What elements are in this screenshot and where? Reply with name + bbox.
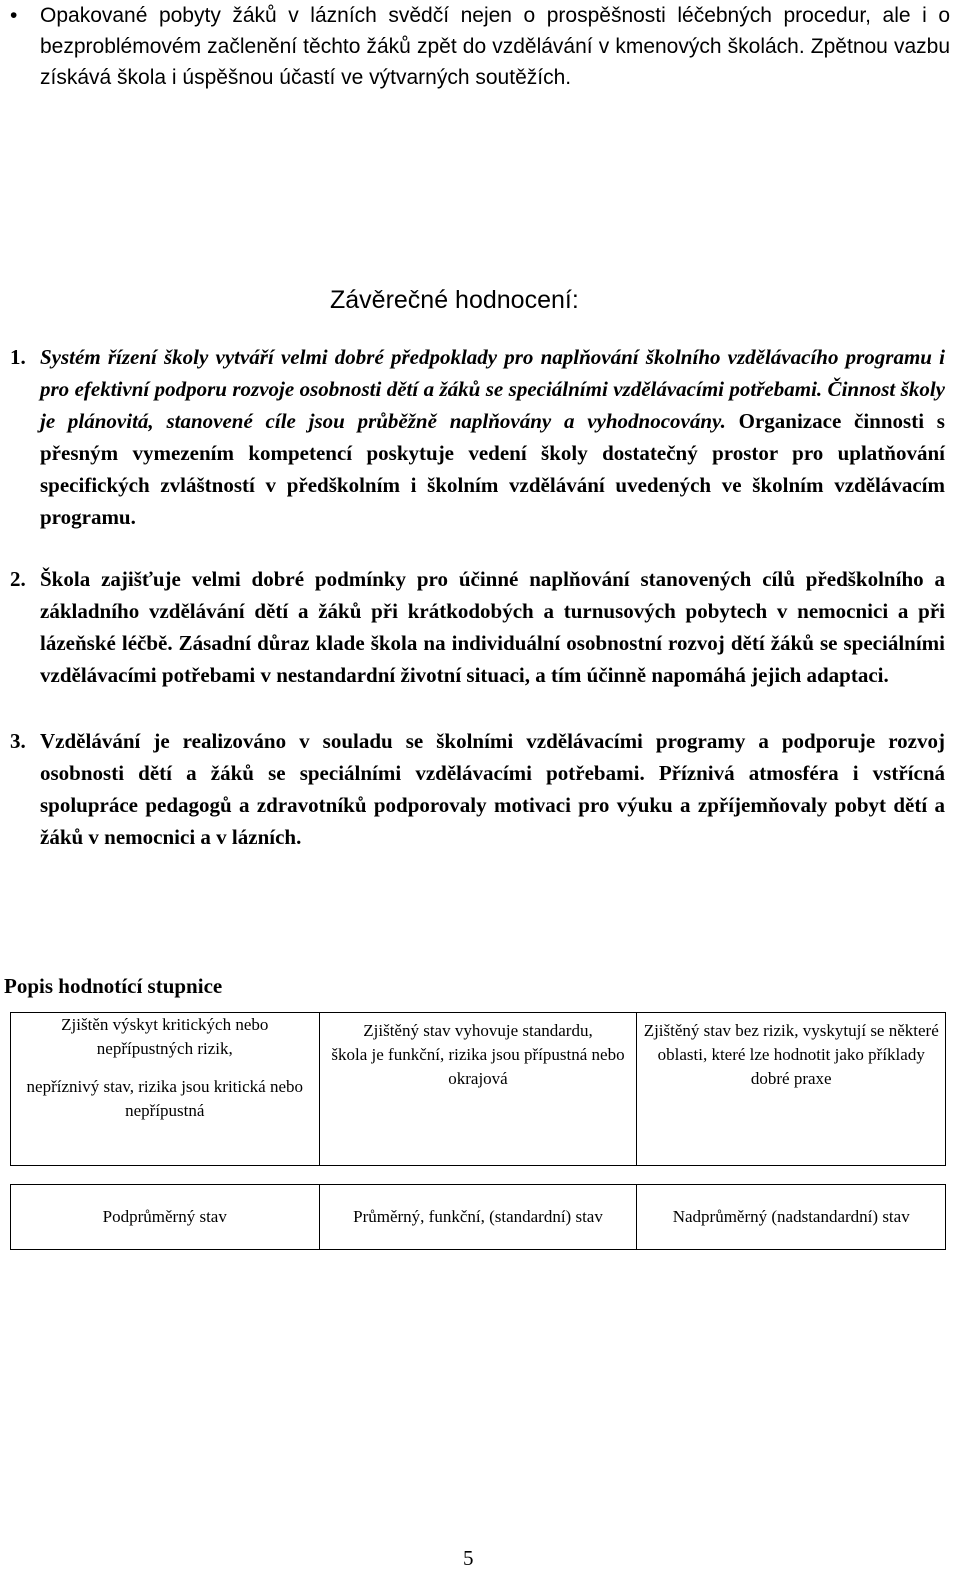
scale-description-below	[11, 1013, 320, 1166]
description-line: Zjištěný stav bez rizik, vyskytují se některé oblasti, které lze hodnotit jako příklady dobré praxe	[643, 1021, 939, 1088]
point-text: Vzdělávání je realizováno v souladu se školními vzdělávacími programy a podporuje rozvoj osobnosti dětí a žáků se speciálními vzdělávacími potřebami. Příznivá atmosféra i vstřícná spolupráce pedagogů a zdravotníků podporovaly motivaci pro výuku a zpříjemňovaly pobyt dětí a žáků v nemocnici a v lázních.	[40, 729, 945, 849]
level-below-average: Podprůměrný stav	[11, 1185, 320, 1250]
point-number: 2.	[10, 567, 26, 591]
scale-description-table	[10, 1012, 946, 1166]
level-average: Průměrný, funkční, (standardní) stav	[319, 1185, 637, 1250]
description-line: Zjištěný stav vyhovuje standardu,	[363, 1021, 593, 1040]
bullet-icon: •	[10, 4, 18, 27]
point-text-rest: Organizace činnosti s přesným vymezením kompetencí poskytuje vedení školy dostatečný prostor pro uplatňování specifických zvláštností v předškolním i školním vzdělávání uvedených ve školním vzdělávacím programu.	[40, 409, 945, 529]
intro-bullet-item	[10, 0, 950, 93]
conclusion-point-3	[10, 725, 945, 853]
conclusion-point-1	[10, 341, 945, 533]
point-text: Škola zajišťuje velmi dobré podmínky pro účinné naplňování stanovených cílů předškolního a základního vzdělávání dětí a žáků při krátkodobých a turnusových pobytech v nemocnici a při lázeňské léčbě. Zásadní důraz klade škola na individuální osobnostní rozvoj dětí žáků se speciálními vzdělávacími potřebami v nestandardní životní situaci, a tím účinně napomáhá jejich adaptaci.	[40, 567, 945, 687]
point-text	[40, 341, 945, 533]
scale-levels-table	[10, 1184, 946, 1250]
scale-description-above	[637, 1013, 946, 1166]
point-number: 3.	[10, 729, 26, 753]
point-number: 1.	[10, 345, 26, 369]
page-number: 5	[463, 1546, 474, 1570]
description-line: Zjištěn výskyt kritických nebo nepřípustných rizik,	[61, 1015, 269, 1058]
section-heading: Závěrečné hodnocení:	[330, 286, 579, 314]
conclusion-point-2	[10, 563, 945, 691]
table-row	[11, 1185, 946, 1250]
table-row	[11, 1013, 946, 1166]
description-line: nepříznivý stav, rizika jsou kritická nebo nepřípustná	[26, 1077, 304, 1120]
point-text-italic: Systém řízení školy vytváří velmi dobré předpoklady pro naplňování školního vzdělávacího programu i pro efektivní podporu rozvoje osobnosti dětí a žáků se speciálními vzdělávacími potřebami. Činnost školy je plánovitá, stanovené cíle jsou průběžně naplňovány a vyhodnocovány.	[40, 345, 945, 433]
level-above-average: Nadprůměrný (nadstandardní) stav	[637, 1185, 946, 1250]
scale-title: Popis hodnotící stupnice	[4, 974, 223, 998]
intro-paragraph: Opakované pobyty žáků v lázních svědčí nejen o prospěšnosti léčebných procedur, ale i o bezproblémovém začlenění těchto žáků zpět do vzdělávání v kmenových školách. Zpětnou vazbu získává škola i úspěšnou účastí ve výtvarných soutěžích.	[40, 4, 950, 89]
description-line: škola je funkční, rizika jsou přípustná nebo okrajová	[331, 1045, 625, 1088]
scale-description-standard	[319, 1013, 637, 1166]
